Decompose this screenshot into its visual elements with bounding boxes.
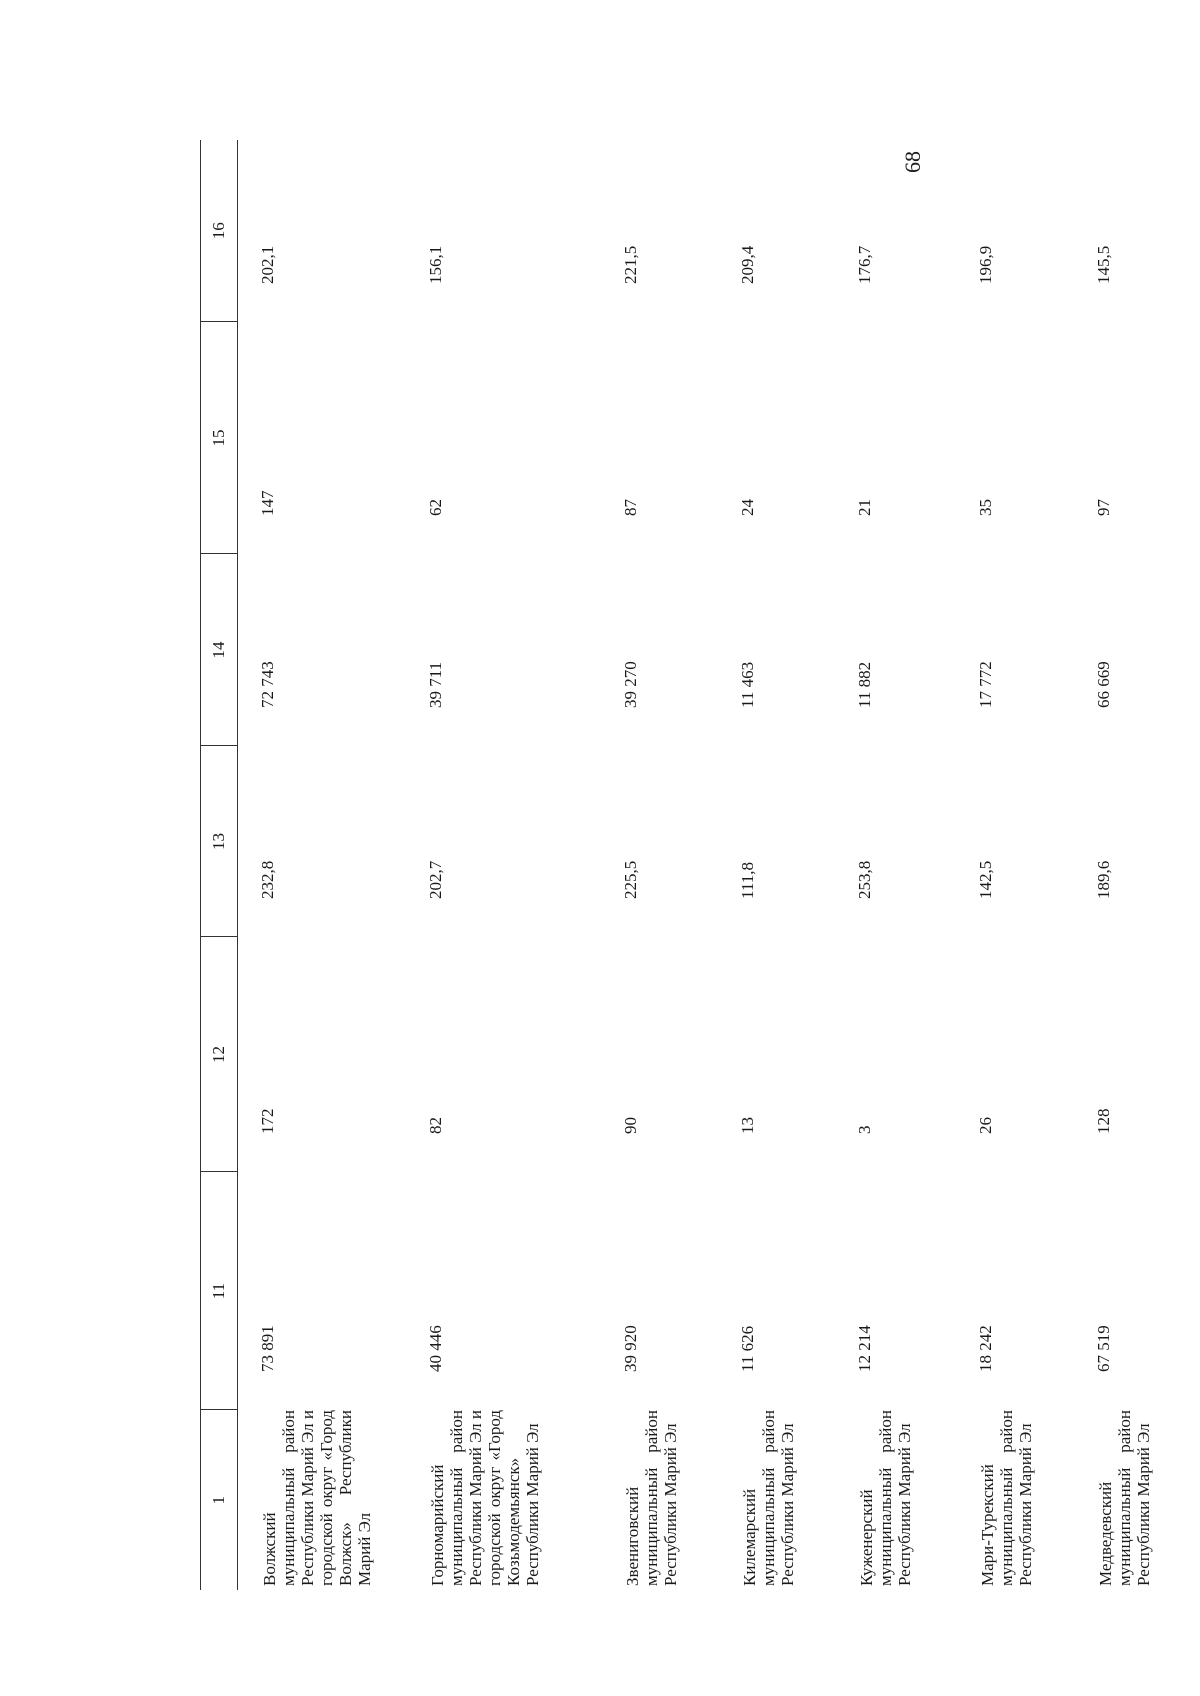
cell-col-13: 202,7 [426,860,445,899]
cell-col-16: 196,9 [976,245,995,284]
cell-col-13: 232,8 [258,860,277,899]
cell-col-15: 87 [621,499,640,516]
table-row [956,140,1074,1590]
cell-col-11: 40 446 [426,1325,445,1372]
header-col-16: 16 [201,140,238,322]
cell-col-12: 13 [738,1117,757,1134]
statistics-table [200,140,1176,1590]
row-name: Медведевский муниципальный район Республики Марий Эл [1096,1410,1153,1586]
cell-col-13: 253,8 [855,860,874,899]
cell-col-15: 21 [855,499,874,516]
cell-col-12: 90 [621,1117,640,1134]
header-col-13: 13 [201,746,238,937]
cell-col-12: 172 [258,1108,277,1134]
cell-col-14: 17 772 [976,661,995,708]
header-col-15: 15 [201,322,238,554]
row-name: Волжский муниципальный район Республики Марий Эл и городской округ «Город Волжск» Республики Марий Эл [260,1410,374,1586]
cell-col-11: 12 214 [855,1325,874,1372]
table-row [718,140,835,1590]
cell-col-11: 39 920 [621,1325,640,1372]
header-col-11: 11 [201,1172,238,1410]
table-row [1074,140,1176,1590]
cell-col-16: 221,5 [621,245,640,284]
table-row [238,140,407,1590]
cell-col-11: 67 519 [1094,1325,1113,1372]
cell-col-14: 39 270 [621,661,640,708]
cell-col-14: 72 743 [258,661,277,708]
cell-col-13: 225,5 [621,860,640,899]
header-col-12: 12 [201,937,238,1172]
page-number: 68 [900,151,925,173]
cell-col-12: 26 [976,1117,995,1134]
row-name: Горномарийский муниципальный район Республики Марий Эл и городской округ «Город Козьмодемьянск» Республики Марий Эл [428,1410,542,1586]
header-col-14: 14 [201,554,238,746]
row-name: Килемарский муниципальный район Республики Марий Эл [740,1410,797,1586]
cell-col-12: 3 [855,1125,874,1134]
cell-col-15: 97 [1094,499,1113,516]
cell-col-15: 24 [738,499,757,516]
row-name: Мари-Турекский муниципальный район Республики Марий Эл [978,1410,1035,1586]
cell-col-16: 209,4 [738,245,757,284]
cell-col-16: 176,7 [855,245,874,284]
cell-col-16: 145,5 [1094,245,1113,284]
table-row [835,140,956,1590]
rotated-page-content [200,140,1153,1590]
cell-col-11: 11 626 [738,1325,757,1372]
table-row [601,140,718,1590]
cell-col-15: 147 [258,490,277,516]
cell-col-14: 39 711 [426,661,445,708]
cell-col-11: 18 242 [976,1325,995,1372]
cell-col-14: 11 463 [738,661,757,708]
cell-col-14: 66 669 [1094,661,1113,708]
cell-col-16: 156,1 [426,245,445,284]
cell-col-15: 35 [976,499,995,516]
row-name: Куженерский муниципальный район Республики Марий Эл [857,1410,914,1586]
cell-col-12: 128 [1094,1108,1113,1134]
table-header-row [201,140,238,1590]
cell-col-14: 11 882 [855,661,874,708]
header-col-1: 1 [201,1410,238,1590]
table-row [406,140,601,1590]
cell-col-15: 62 [426,499,445,516]
row-name: Звениговский муниципальный район Республики Марий Эл [623,1410,680,1586]
cell-col-11: 73 891 [258,1325,277,1372]
cell-col-13: 111,8 [738,862,757,899]
cell-col-16: 202,1 [258,245,277,284]
cell-col-12: 82 [426,1117,445,1134]
cell-col-13: 142,5 [976,860,995,899]
cell-col-13: 189,6 [1094,860,1113,899]
